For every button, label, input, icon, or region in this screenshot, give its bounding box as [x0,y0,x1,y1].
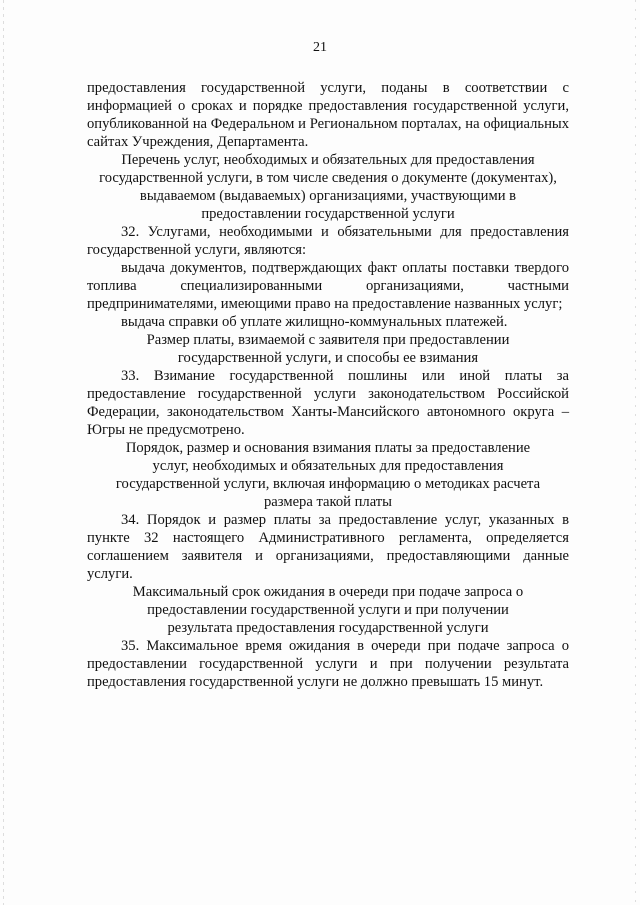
section-heading-fee-size: Размер платы, взимаемой с заявителя при предоставлении государственной услуги, и способы ее взимания [146,332,510,366]
scan-edge-right [635,0,636,905]
intro-paragraph: предоставления государственной услуги, поданы в соответствии с информацией о сроках и порядке предоставления государственной услуги, опубликованной на Федеральном и Региональном порталах, на официальных сайтах Учреждения, Департамента. [87,80,569,150]
paragraph-32-item-1: выдача документов, подтверждающих факт оплаты поставки твердого топлива специализированными организациями, частными предпринимателями, имеющими право на предоставление названных услуг; [87,260,569,312]
page-number: 21 [313,40,327,55]
paragraph-35: 35. Максимальное время ожидания в очереди при подаче запроса о предоставлении государственной услуги и при получении результата предоставления государственной услуги не должно превышать 15 минут. [87,638,569,690]
paragraph-32-item-2: выдача справки об уплате жилищно-коммунальных платежей. [121,314,508,330]
paragraph-33: 33. Взимание государственной пошлины или иной платы за предоставление государственной услуги законодательством Российской Федерации, законодательством Ханты-Мансийского автономного округа – Югры не предусмотрено. [87,368,569,438]
section-heading-fee-procedure: Порядок, размер и основания взимания платы за предоставление услуг, необходимых и обязательных для предоставления государственной услуги, включая информацию о методиках расчета размера такой платы [115,440,541,510]
paragraph-34: 34. Порядок и размер платы за предоставление услуг, указанных в пункте 32 настоящего Административного регламента, определяется соглашением заявителя и организациями, предоставляющими данные услуги. [87,512,569,582]
section-heading-services-list: Перечень услуг, необходимых и обязательных для предоставления государственной услуги, в том числе сведения о документе (документах), выдаваемом (выдаваемых) организациями, участвующими в предоставлении государственной услуги [99,152,557,222]
document-body [87,79,569,691]
paragraph-32: 32. Услугами, необходимыми и обязательными для предоставления государственной услуги, являются: [87,224,569,258]
scan-edge-left [3,0,4,905]
section-heading-queue-time: Максимальный срок ожидания в очереди при подаче запроса о предоставлении государственной услуги и при получении результата предоставления государственной услуги [132,584,524,636]
